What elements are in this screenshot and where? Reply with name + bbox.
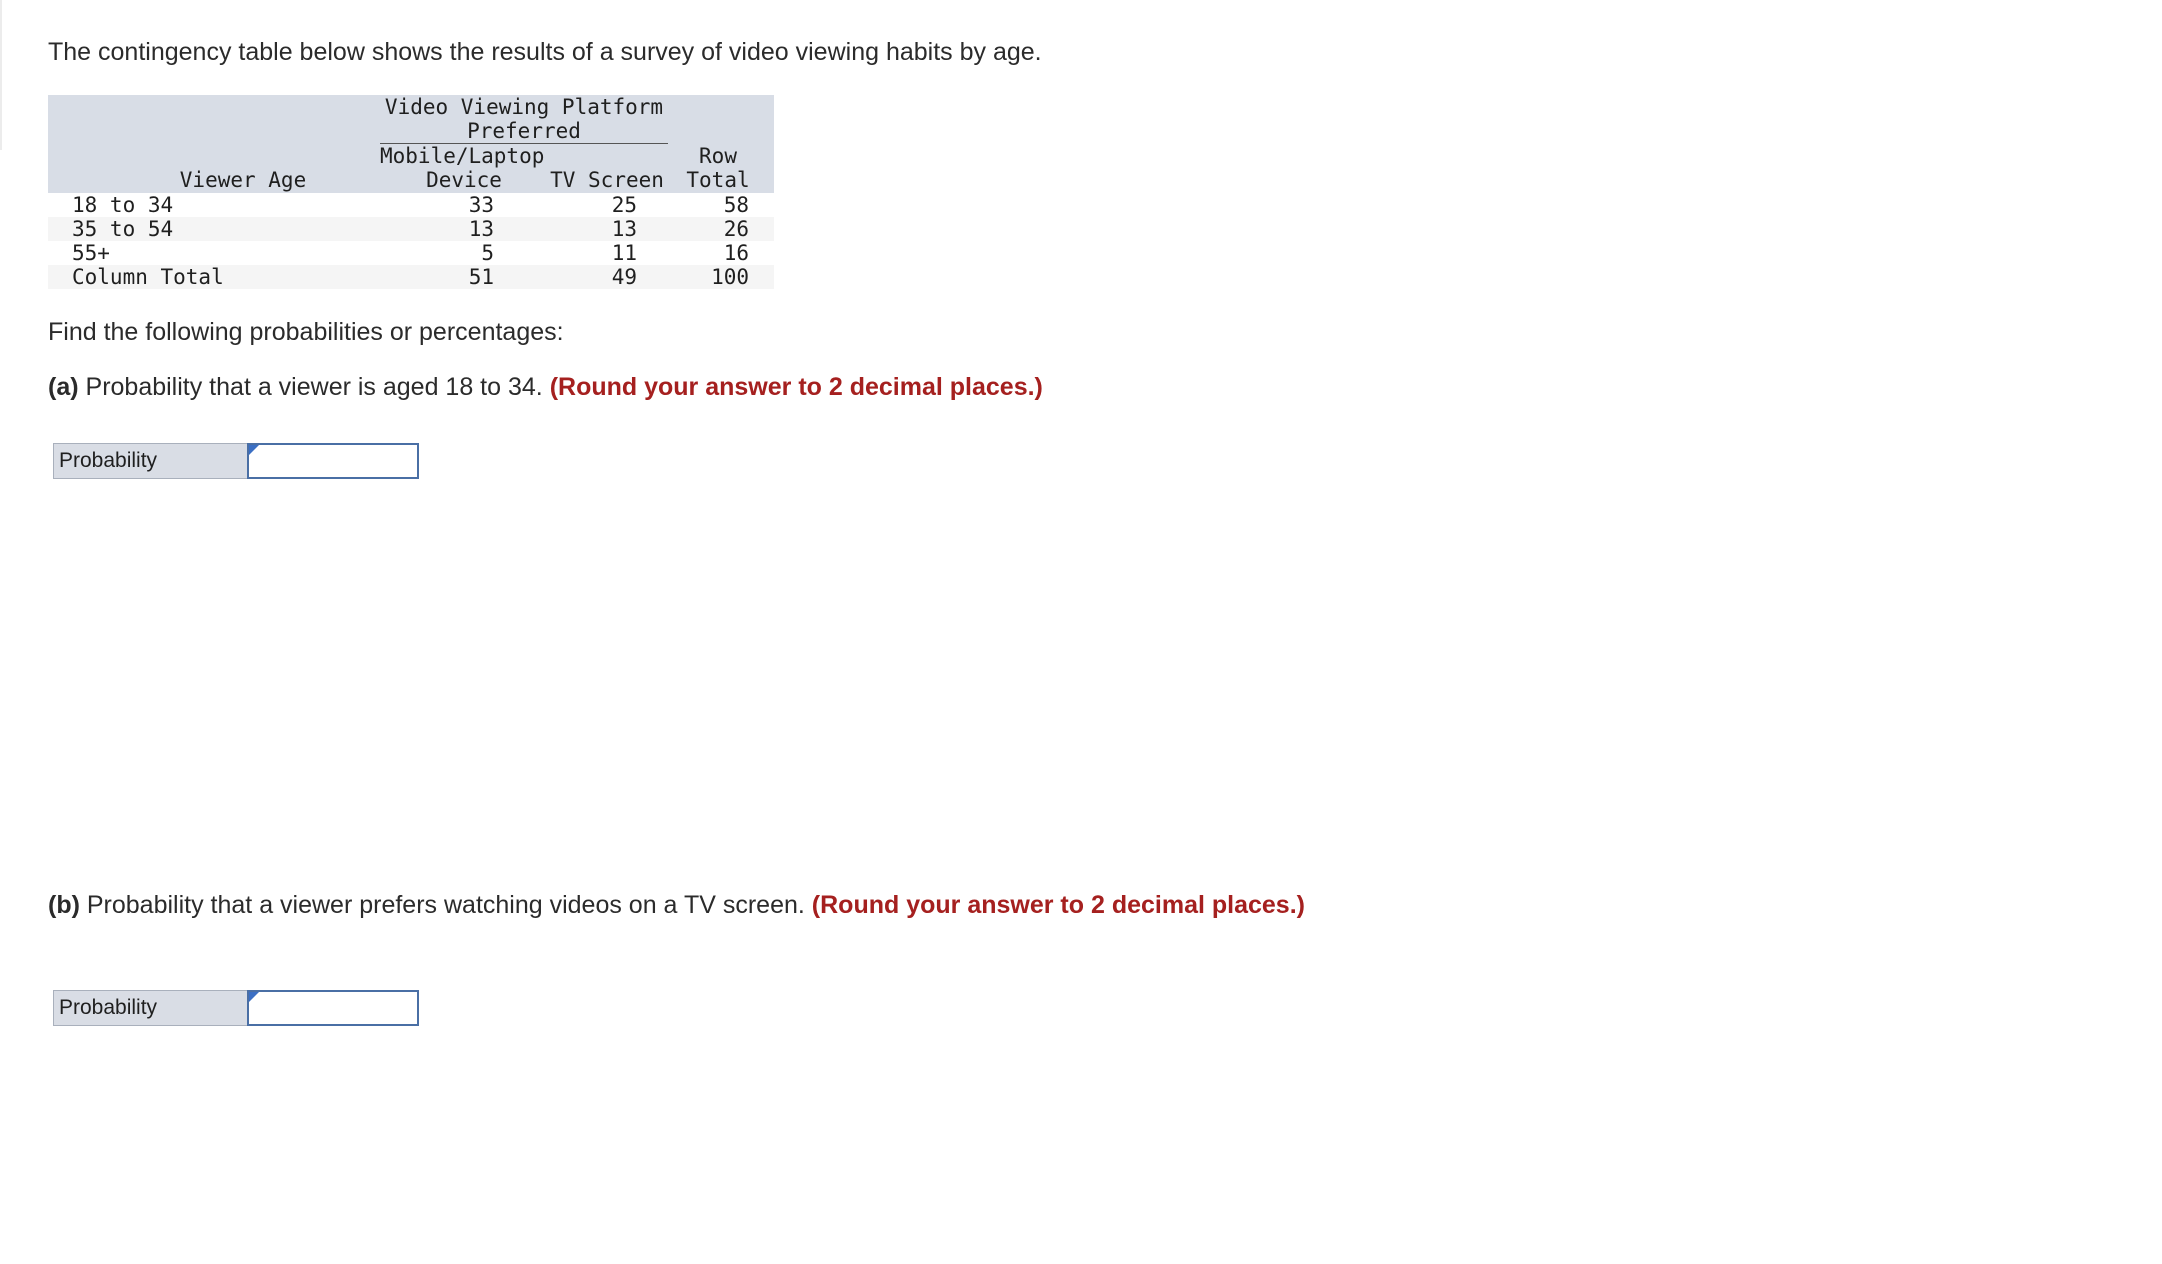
cell-tv: 11 xyxy=(611,241,637,265)
row-label: Column Total xyxy=(72,265,224,289)
col-header-tv: TV Screen xyxy=(550,168,664,192)
contingency-table xyxy=(48,95,774,290)
col-header-mobile: Mobile/Laptop xyxy=(380,144,545,168)
cell-mobile: 33 xyxy=(468,193,494,217)
intro-text: The contingency table below shows the results of a survey of video viewing habits by age. xyxy=(48,38,1042,66)
row-label: 55+ xyxy=(72,241,110,265)
group-header-sub: Preferred xyxy=(467,119,581,143)
question-b xyxy=(48,889,1305,921)
col-header-total-sub: Total xyxy=(686,168,750,192)
left-edge-divider xyxy=(0,0,2,150)
answer-a-input[interactable] xyxy=(247,443,419,479)
answer-b-label: Probability xyxy=(53,990,247,1026)
col-header-mobile-sub: Device xyxy=(426,168,502,192)
question-b-rounding-note: (Round your answer to 2 decimal places.) xyxy=(811,891,1305,919)
answer-a-label: Probability xyxy=(53,443,247,479)
question-a-rounding-note: (Round your answer to 2 decimal places.) xyxy=(549,373,1043,401)
question-b-text: Probability that a viewer prefers watching videos on a TV screen. xyxy=(86,891,805,919)
row-label: 35 to 54 xyxy=(72,217,174,241)
answer-b-input-wrapper xyxy=(247,990,419,1026)
answer-row-b xyxy=(53,990,419,1026)
group-header: Video Viewing Platform xyxy=(384,95,664,119)
row-label: 18 to 34 xyxy=(72,193,174,217)
cell-mobile: 51 xyxy=(468,265,494,289)
cell-mobile: 5 xyxy=(481,241,494,265)
answer-b-input[interactable] xyxy=(247,990,419,1026)
cell-total: 26 xyxy=(723,217,749,241)
question-a-label: (a) xyxy=(48,373,79,401)
question-a xyxy=(48,371,1043,403)
cell-tv: 49 xyxy=(611,265,637,289)
question-a-text: Probability that a viewer is aged 18 to 34. xyxy=(85,373,543,401)
cell-tv: 13 xyxy=(611,217,637,241)
cell-tv: 25 xyxy=(611,193,637,217)
cell-total: 100 xyxy=(711,265,749,289)
row-header: Viewer Age xyxy=(179,168,307,192)
col-header-total: Row xyxy=(699,144,737,168)
find-instructions: Find the following probabilities or percentages: xyxy=(48,318,564,346)
cell-mobile: 13 xyxy=(468,217,494,241)
question-b-label: (b) xyxy=(48,891,80,919)
cell-total: 16 xyxy=(723,241,749,265)
cell-total: 58 xyxy=(723,193,749,217)
answer-a-input-wrapper xyxy=(247,443,419,479)
answer-row-a xyxy=(53,443,419,479)
